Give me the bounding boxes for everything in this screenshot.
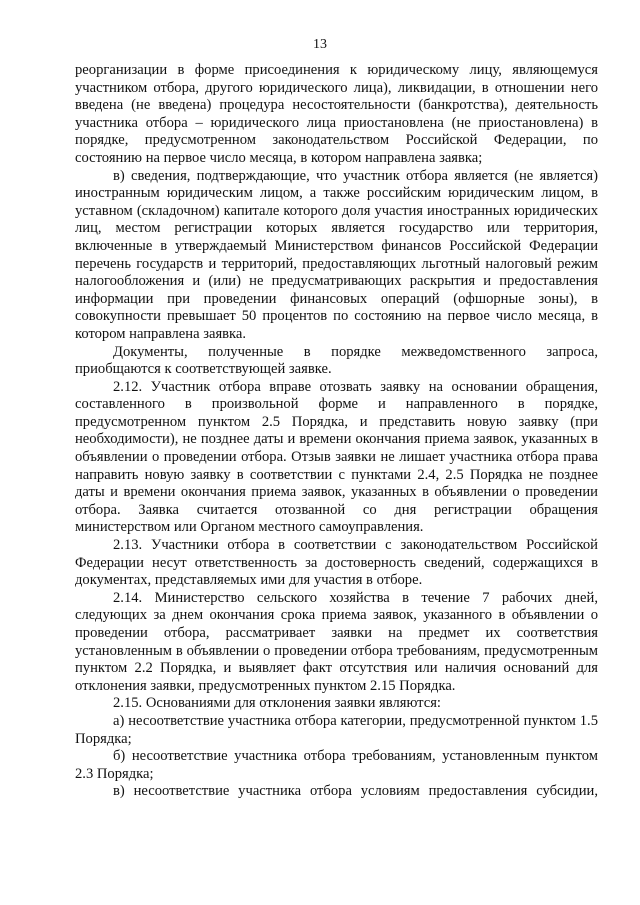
paragraph-2-12: 2.12. Участник отбора вправе отозвать заявку на основании обращения, составленного в произвольной форме и направленного в порядке, предусмотренном пунктом 2.5 Порядка, и представить новую заявку (при необходимости), не позднее даты и времени окончания приема заявок, указанных в объявлении о проведении отбора. Отзыв заявки не лишает участника отбора права направить новую заявку в соответствии с пунктами 2.4, 2.5 Порядка не позднее даты и времени окончания приема заявок, указанных в объявлении о проведении отбора. Заявка считается отозванной со дня регистрации обращения министерством или Органом местного самоуправления. xyxy=(75,378,598,536)
document-body xyxy=(75,62,598,801)
paragraph-2-15-b: б) несоответствие участника отбора требованиям, установленным пунктом 2.3 Порядка; xyxy=(75,748,598,782)
paragraph-2-15-v: в) несоответствие участника отбора условиям предоставления субсидии, xyxy=(113,783,598,800)
page-number: 13 xyxy=(313,37,327,52)
paragraph-item-v-foreign-entity: в) сведения, подтверждающие, что участник отбора является (не является) иностранным юридическим лицом, а также российским юридическим лицом, в уставном (складочном) капитале которого доля участия иностранных юридических лиц, местом регистрации которых является государство или территория, включенные в утверждаемый Министерством финансов Российской Федерации перечень государств и территорий, предоставляющих льготный налоговый режим налогообложения и (или) не предусматривающих раскрытия и предоставления информации при проведении финансовых операций (офшорные зоны), в совокупности превышает 50 процентов по состоянию на первое число месяца, в котором направлена заявка. xyxy=(75,167,598,342)
paragraph-2-15-a: а) несоответствие участника отбора категории, предусмотренной пунктом 1.5 Порядка; xyxy=(75,712,598,747)
paragraph-continuation: реорганизации в форме присоединения к юридическому лицу, являющемуся участником отбора, другого юридического лица), ликвидации, в отношении него введена (не введена) процедура несостоятельности (банкротства), деятельность участника отбора – юридического лица приостановлена (не приостановлена) в порядке, предусмотренном законодательством Российской Федерации, по состоянию на первое число месяца, в котором направлена заявка; xyxy=(75,62,598,166)
paragraph-interagency-documents: Документы, полученные в порядке межведомственного запроса, приобщаются к соответствующей заявке. xyxy=(75,343,598,378)
paragraph-2-13: 2.13. Участники отбора в соответствии с законодательством Российской Федерации несут ответственность за достоверность сведений, содержащихся в документах, представляемых ими для участия в отборе. xyxy=(75,537,598,589)
paragraph-2-15: 2.15. Основаниями для отклонения заявки являются: xyxy=(113,695,441,712)
paragraph-2-14: 2.14. Министерство сельского хозяйства в течение 7 рабочих дней, следующих за днем окончания срока приема заявок, указанного в объявлении о проведении отбора, рассматривает заявки на предмет их соответствия установленным в объявлении о проведении отбора требованиям, предусмотренным пунктом 2.2 Порядка, и выявляет факт отсутствия или наличия оснований для отклонения заявки, предусмотренных пунктом 2.15 Порядка. xyxy=(75,589,598,694)
